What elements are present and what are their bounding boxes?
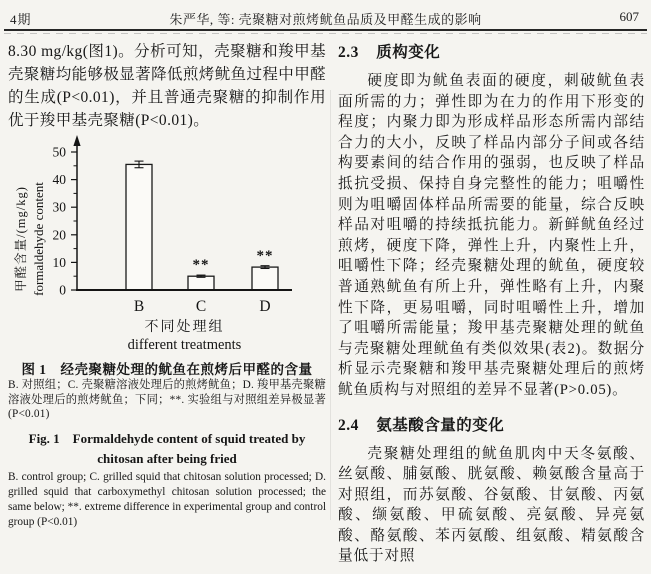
page-header (10, 9, 641, 27)
section-2-4-number: 2.4 (338, 416, 359, 434)
section-2-3-heading (338, 40, 645, 62)
section-2-3-paragraph: 硬度即为鱿鱼表面的硬度，刺破鱿鱼表面所需的力；弹性即为在力的作用下形变的程度；内聚力即为形成样品形态所需内部结合力的大小，反映了样品内部分子间或各结构要素间的结合作用的强弱，也反映了样品抵抗受损、保持自身完整性的能力；咀嚼性则为咀嚼固体样品所需要的能量，综合反映样品对咀嚼的持续抵抗能力。新鲜鱿鱼经过煎烤，硬度下降，弹性上升，内聚性上升，咀嚼性下降；经壳聚糖处理的鱿鱼，硬度较普通熟鱿鱼有所上升，弹性略有上升，内聚性下降，更易咀嚼，同时咀嚼性上升，增加了咀嚼所需能量；羧甲基壳聚糖处理的鱿鱼与壳聚糖处理鱿鱼有类似效果(表2)。数据分析显示壳聚糖和羧甲基壳聚糖处理后的煎烤鱿鱼质构与对照组的差异不显著(P>0.05)。 (338, 73, 645, 398)
section-2-4-heading (338, 413, 645, 435)
right-column (338, 40, 645, 574)
y-tick-label-30: 30 (52, 199, 66, 215)
section-2-3-title: 质构变化 (376, 44, 441, 61)
y-tick-label-0: 0 (59, 282, 66, 298)
bar-B (126, 164, 152, 290)
figure1-caption-en (8, 429, 326, 468)
category-label-C: C (195, 298, 207, 315)
y-axis-label-zh: 甲醛含量/(mg/kg) (14, 186, 28, 292)
paragraph-formaldehyde-result: 8.30 mg/kg(图1)。分析可知，壳聚糖和羧甲基壳聚糖均能够极显著降低煎烤鱿鱼过程中甲醛的生成(P<0.01)，并且普通壳聚糖的抑制作用优于羧甲基壳聚糖(P<0.01)。 (8, 43, 327, 129)
category-label-D: D (259, 298, 271, 315)
bar-C (188, 276, 214, 290)
figure1-caption-en-line1: Fig. 1 Formaldehyde content of squid treated by (28, 431, 306, 446)
y-tick-label-10: 10 (52, 254, 66, 270)
header-page-number: 607 (619, 9, 639, 24)
figure1-caption-zh: 图 1 经壳聚糖处理的鱿鱼在煎烤后甲醛的含量 (21, 362, 313, 377)
column-divider-scan-artifact (330, 90, 331, 520)
y-tick-label-50: 50 (52, 144, 66, 160)
y-axis-label-en: formaldehyde content (31, 182, 46, 296)
section-2-3-number: 2.3 (338, 44, 359, 61)
formaldehyde-bar-chart (0, 132, 330, 356)
header-running-title: 朱严华, 等: 壳聚糖对煎烤鱿鱼品质及甲醛生成的影响 (169, 12, 482, 27)
header-rule-scan-artifact (4, 33, 647, 34)
figure1-note-en: B. control group; C. grilled squid that chitosan solution processed; D. grilled squid that carboxymethyl chitosan solution processed; the same below; **. extreme difference in experimental group and control group (P<0.01) (8, 471, 326, 528)
figure1-note-zh: B. 对照组；C. 壳聚糖溶液处理后的煎烤鱿鱼；D. 羧甲基壳聚糖溶液处理后的煎烤鱿鱼；下同；**. 实验组与对照组差异极显著(P<0.01) (8, 379, 326, 421)
bar-D (252, 267, 278, 290)
y-axis-arrow (73, 135, 80, 146)
figure1-caption-en-line2: chitosan after being fried (97, 450, 237, 466)
significance-marker-C: ** (192, 257, 210, 274)
x-axis-label-en: different treatments (127, 337, 242, 353)
header-rule (4, 29, 647, 31)
category-label-B: B (133, 298, 145, 315)
y-tick-label-40: 40 (52, 172, 66, 188)
y-tick-label-20: 20 (52, 227, 66, 243)
section-2-4-paragraph: 壳聚糖处理组的鱿鱼肌肉中天冬氨酸、丝氨酸、脯氨酸、胱氨酸、赖氨酸含量高于对照组，而苏氨酸、谷氨酸、甘氨酸、丙氨酸、缬氨酸、甲硫氨酸、亮氨酸、异亮氨酸、酪氨酸、苯丙氨酸、组氨酸、精氨酸含量低于对照 (338, 445, 645, 565)
significance-marker-D: ** (256, 248, 274, 265)
section-2-4-title: 氨基酸含量的变化 (376, 416, 505, 434)
x-axis-label-zh: 不同处理组 (144, 320, 225, 335)
header-issue-label: 4期 (10, 12, 32, 27)
